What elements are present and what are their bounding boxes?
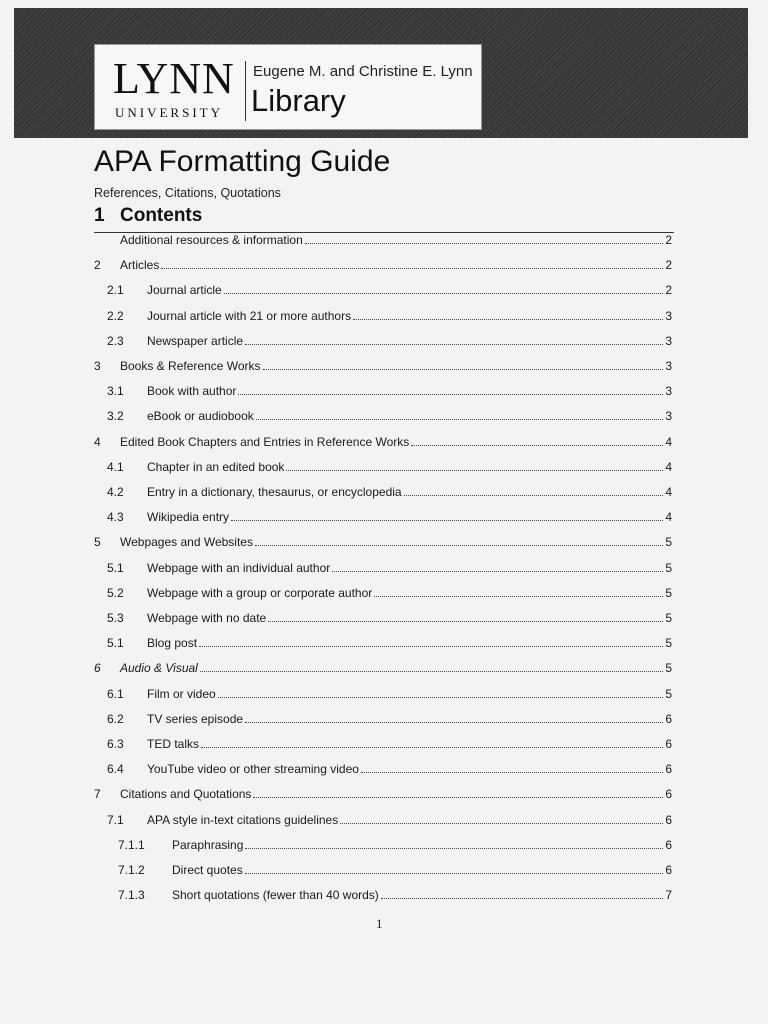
toc-entry-label: Film or video [147,686,216,701]
toc-entry-number: 5 [94,535,101,550]
toc-dot-leader [224,281,664,294]
toc-entry-page: 3 [665,409,672,424]
toc-entry-label: Webpage with an individual author [147,560,331,575]
toc-entry-page: 4 [665,459,672,474]
toc-entry[interactable] [0,785,768,803]
toc-dot-leader [231,508,663,521]
toc-entry-number: 6.2 [107,711,124,726]
toc-entry-number: 4.2 [107,485,124,499]
toc-entry[interactable] [0,735,768,753]
toc-entry-page: 2 [665,258,672,273]
toc-entry[interactable] [0,836,768,854]
toc-entry[interactable] [0,533,768,551]
toc-entry-page: 6 [665,787,672,802]
toc-dot-leader [245,836,663,849]
toc-entry-page: 6 [665,837,672,852]
toc-entry-number: 7 [94,787,101,802]
toc-entry-number: 6 [94,661,101,676]
toc-entry-label: Wikipedia entry [147,510,230,525]
toc-entry-label: Paraphrasing [172,837,244,852]
toc-entry-page: 2 [665,233,672,247]
toc-entry-number: 5.1 [107,560,124,575]
toc-entry-number: 6.4 [107,762,124,777]
toc-entry[interactable] [0,886,768,904]
logo-lynn-wordmark: LYNN [113,54,235,103]
toc-entry[interactable] [0,256,768,274]
page-title: APA Formatting Guide [94,145,391,178]
toc-dot-leader [200,659,663,672]
toc-entry-page: 4 [665,485,672,499]
toc-entry[interactable] [0,609,768,627]
toc-entry[interactable] [0,659,768,677]
toc-entry-label: Journal article with 21 or more authors [147,308,352,323]
toc-dot-leader [245,861,664,874]
toc-dot-leader [332,559,663,572]
toc-entry-number: 2.3 [107,333,124,348]
toc-dot-leader [305,231,664,244]
toc-entry-label: eBook or audiobook [147,409,254,424]
toc-entry-number: 4 [94,434,101,449]
toc-entry-number: 3.2 [107,409,124,424]
toc-dot-leader [253,785,663,798]
toc-entry-label: APA style in-text citations guidelines [147,812,339,827]
toc-entry[interactable] [0,559,768,577]
toc-entry-page: 7 [665,888,672,903]
toc-entry[interactable] [0,357,768,375]
toc-entry-page: 6 [665,711,672,726]
toc-dot-leader [353,307,663,320]
toc-entry-number: 2.1 [107,283,124,298]
toc-entry-label: Entry in a dictionary, thesaurus, or encyclopedia [147,485,402,499]
toc-entry-number: 4.3 [107,510,124,525]
toc-dot-leader [286,458,663,471]
toc-dot-leader [201,735,663,748]
toc-entry-label: Webpages and Websites [120,535,253,550]
toc-entry[interactable] [0,332,768,350]
toc-entry-label: Citations and Quotations [120,787,252,802]
toc-entry-number: 5.3 [107,611,124,625]
toc-entry-page: 6 [665,863,672,877]
toc-dot-leader [199,634,663,647]
toc-dot-leader [161,256,663,269]
toc-entry-number: 7.1.3 [118,888,145,903]
toc-entry-number: 5.1 [107,636,124,651]
library-names: Eugene M. and Christine E. Lynn [253,63,473,80]
toc-entry-label: Blog post [147,636,198,651]
toc-entry-label: Additional resources & information [120,233,303,247]
toc-entry-number: 7.1.1 [118,837,145,852]
toc-entry-page: 3 [665,333,672,348]
toc-dot-leader [255,533,663,546]
toc-entry-label: Articles [120,258,160,273]
toc-entry-number: 5.2 [107,585,124,600]
toc-entry[interactable] [0,483,768,501]
toc-entry-label: Book with author [147,384,237,399]
toc-entry-label: Chapter in an edited book [147,459,285,474]
toc-entry-label: Edited Book Chapters and Entries in Reference Works [120,434,410,449]
toc-entry-number: 6.3 [107,737,124,751]
toc-entry-label: Newspaper article [147,333,244,348]
toc-entry-page: 3 [665,308,672,323]
toc-entry-page: 5 [665,661,672,676]
toc-entry-page: 4 [665,510,672,525]
toc-entry[interactable] [0,433,768,451]
contents-heading-label: Contents [120,205,203,226]
toc-dot-leader [374,584,663,597]
toc-entry[interactable] [0,231,768,249]
toc-entry-page: 4 [665,434,672,449]
toc-entry-page: 6 [665,737,672,751]
toc-dot-leader [256,407,664,420]
toc-entry-page: 5 [665,636,672,651]
toc-entry[interactable] [0,584,768,602]
toc-entry-label: Audio & Visual [120,661,198,676]
toc-entry-number: 3.1 [107,384,124,399]
toc-entry[interactable] [0,811,768,829]
toc-dot-leader [268,609,663,622]
page-subtitle: References, Citations, Quotations [94,186,281,200]
library-word: Library [251,83,346,118]
toc-entry-page: 3 [665,384,672,399]
toc-entry-number: 7.1 [107,812,124,827]
page-number: 1 [376,916,383,931]
toc-entry[interactable] [0,458,768,476]
toc-entry-page: 6 [665,762,672,777]
toc-entry-label: Direct quotes [172,863,243,877]
toc-dot-leader [361,760,663,773]
toc-entry[interactable] [0,307,768,325]
toc-entry-label: Webpage with no date [147,611,267,625]
toc-entry-number: 7.1.2 [118,863,145,877]
toc-entry[interactable] [0,281,768,299]
toc-entry-page: 5 [665,585,672,600]
toc-entry-page: 3 [665,359,672,373]
toc-entry[interactable] [0,508,768,526]
contents-heading-number: 1 [94,205,105,226]
toc-entry-label: TED talks [147,737,200,751]
toc-entry[interactable] [0,685,768,703]
toc-dot-leader [245,710,663,723]
toc-entry-label: Journal article [147,283,222,298]
logo-university-wordmark: UNIVERSITY [115,105,223,120]
toc-entry-page: 5 [665,611,672,625]
toc-entry-label: Webpage with a group or corporate author [147,585,373,600]
toc-entry-page: 5 [665,560,672,575]
toc-entry-page: 6 [665,812,672,827]
toc-dot-leader [218,685,664,698]
toc-entry-page: 5 [665,535,672,550]
toc-dot-leader [263,357,664,370]
toc-dot-leader [381,886,664,899]
toc-dot-leader [245,332,663,345]
toc-entry[interactable] [0,382,768,400]
toc-entry-number: 6.1 [107,686,124,701]
toc-dot-leader [404,483,664,496]
toc-entry[interactable] [0,407,768,425]
toc-entry[interactable] [0,634,768,652]
toc-entry-page: 2 [665,283,672,298]
toc-dot-leader [238,382,663,395]
toc-entry-label: Books & Reference Works [120,359,261,373]
toc-entry-number: 3 [94,359,101,373]
toc-entry[interactable] [0,861,768,879]
toc-dot-leader [340,811,663,824]
toc-entry-label: YouTube video or other streaming video [147,762,359,777]
toc-entry[interactable] [0,710,768,728]
toc-entry[interactable] [0,760,768,778]
toc-entry-page: 5 [665,686,672,701]
toc-dot-leader [411,433,663,446]
toc-entry-number: 2 [94,258,101,273]
toc-entry-number: 4.1 [107,459,124,474]
toc-entry-label: TV series episode [147,711,244,726]
toc-entry-number: 2.2 [107,308,124,323]
toc-entry-label: Short quotations (fewer than 40 words) [172,888,379,903]
